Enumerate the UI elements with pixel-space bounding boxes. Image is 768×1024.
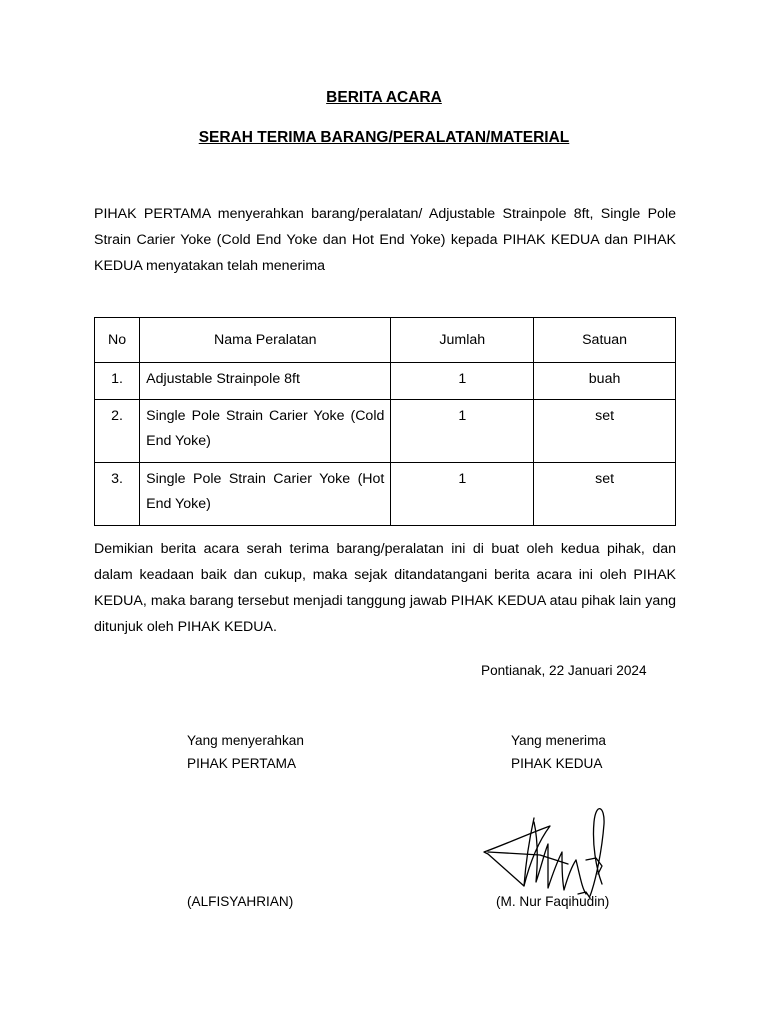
- header-unit: Satuan: [534, 318, 676, 363]
- row-name: Single Pole Strain Carier Yoke (Cold End Yoke): [140, 400, 391, 463]
- header-name: Nama Peralatan: [140, 318, 391, 363]
- left-signer-role: Yang menyerahkan: [187, 733, 304, 748]
- left-signer-name: (ALFISYAHRIAN): [187, 894, 294, 909]
- table-row: [95, 363, 676, 400]
- row-no: 2.: [95, 400, 140, 463]
- row-no: 3.: [95, 463, 140, 526]
- right-signer-name: (M. Nur Faqihudin): [496, 894, 610, 909]
- header-no: No: [95, 318, 140, 363]
- row-name: Adjustable Strainpole 8ft: [140, 363, 391, 400]
- header-qty: Jumlah: [391, 318, 534, 363]
- document-subtitle: SERAH TERIMA BARANG/PERALATAN/MATERIAL: [198, 129, 570, 146]
- row-unit: buah: [534, 363, 676, 400]
- items-table: [94, 317, 676, 526]
- row-qty: 1: [391, 363, 534, 400]
- document-title: BERITA ACARA: [326, 89, 442, 106]
- row-name: Single Pole Strain Carier Yoke (Hot End Yoke): [140, 463, 391, 526]
- table-row: [95, 400, 676, 463]
- right-signer-party: PIHAK KEDUA: [511, 756, 603, 771]
- row-qty: 1: [391, 463, 534, 526]
- intro-paragraph: PIHAK PERTAMA menyerahkan barang/peralatan/ Adjustable Strainpole 8ft, Single Pole Strain Carier Yoke (Cold End Yoke dan Hot End Yoke) kepada PIHAK KEDUA dan PIHAK KEDUA menyatakan telah menerima: [94, 206, 676, 274]
- row-unit: set: [534, 400, 676, 463]
- place-date: Pontianak, 22 Januari 2024: [481, 663, 647, 678]
- right-signer-role: Yang menerima: [511, 733, 606, 748]
- row-no: 1.: [95, 363, 140, 400]
- row-qty: 1: [391, 400, 534, 463]
- table-row: [95, 463, 676, 526]
- left-signer-party: PIHAK PERTAMA: [187, 756, 297, 771]
- row-unit: set: [534, 463, 676, 526]
- closing-paragraph: Demikian berita acara serah terima barang/peralatan ini di buat oleh kedua pihak, dan dalam keadaan baik dan cukup, maka sejak ditandatangani berita acara ini oleh PIHAK KEDUA, maka barang tersebut menjadi tanggung jawab PIHAK KEDUA atau pihak lain yang ditunjuk oleh PIHAK KEDUA.: [94, 541, 676, 635]
- table-header-row: [95, 318, 676, 363]
